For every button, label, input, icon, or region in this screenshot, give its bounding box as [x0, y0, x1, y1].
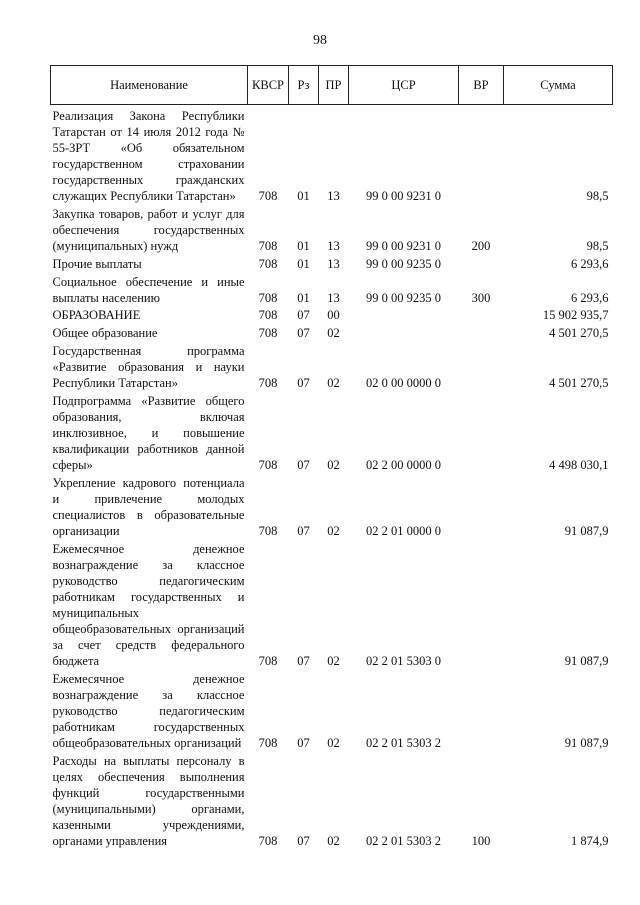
cell-name: Расходы на выплаты персоналу в целях обеспечения выполнения функций государственными (муниципальными) органами, казенными учреждениями, органами управления	[52, 754, 245, 848]
table-row	[51, 306, 613, 323]
cell-vr	[459, 323, 504, 341]
table-row	[51, 341, 613, 391]
cell-csr: 02 2 01 5303 2	[366, 736, 441, 750]
cell-csr: 99 0 00 9231 0	[366, 189, 441, 203]
cell-rz: 01	[297, 291, 310, 305]
cell-csr: 02 0 00 0000 0	[366, 376, 441, 390]
table-row	[51, 473, 613, 539]
cell-kvsr: 708	[258, 834, 278, 848]
cell-csr: 02 2 01 0000 0	[366, 524, 441, 538]
cell-kvsr: 708	[258, 239, 278, 253]
cell-vr	[459, 473, 504, 539]
cell-pr: 00	[327, 308, 340, 322]
cell-vr	[459, 105, 504, 205]
table-body	[51, 105, 613, 850]
cell-vr: 200	[471, 239, 491, 253]
header-name: Наименование	[51, 66, 248, 105]
cell-sum: 4 501 270,5	[549, 376, 609, 390]
header-kvsr: КВСР	[248, 66, 289, 105]
cell-rz: 07	[297, 834, 310, 848]
cell-vr	[459, 391, 504, 473]
cell-kvsr: 708	[258, 524, 278, 538]
header-vr: ВР	[459, 66, 504, 105]
cell-name: Ежемесячное денежное вознаграждение за классное руководство педагогическим работникам государственных общеобразовательных организаций	[52, 672, 245, 750]
cell-rz: 07	[297, 308, 310, 322]
cell-name: Подпрограмма «Развитие общего образования, включая инклюзивное, и повышение квалификации работников данной сферы»	[52, 394, 245, 472]
header-sum: Сумма	[504, 66, 613, 105]
table-row	[51, 391, 613, 473]
cell-vr	[459, 669, 504, 751]
cell-csr	[349, 323, 459, 341]
cell-csr: 02 2 01 5303 0	[366, 654, 441, 668]
cell-kvsr: 708	[258, 291, 278, 305]
header-rz: Рз	[289, 66, 319, 105]
cell-csr	[349, 306, 459, 323]
cell-sum: 6 293,6	[571, 291, 609, 305]
cell-pr: 02	[327, 458, 340, 472]
cell-vr: 100	[471, 834, 491, 848]
cell-rz: 07	[297, 736, 310, 750]
cell-pr: 13	[327, 257, 340, 271]
cell-csr: 99 0 00 9235 0	[366, 257, 441, 271]
cell-kvsr: 708	[258, 458, 278, 472]
cell-vr	[459, 539, 504, 669]
cell-rz: 07	[297, 376, 310, 390]
cell-sum: 91 087,9	[564, 736, 609, 750]
cell-kvsr: 708	[258, 376, 278, 390]
table-row	[51, 204, 613, 254]
table-row	[51, 323, 613, 341]
cell-kvsr: 708	[258, 189, 278, 203]
cell-pr: 13	[327, 189, 340, 203]
cell-rz: 07	[297, 458, 310, 472]
header-csr: ЦСР	[349, 66, 459, 105]
cell-name: ОБРАЗОВАНИЕ	[52, 308, 141, 322]
cell-sum: 4 501 270,5	[549, 326, 609, 340]
table-row	[51, 539, 613, 669]
cell-sum: 98,5	[586, 189, 609, 203]
cell-vr: 300	[471, 291, 491, 305]
cell-csr: 99 0 00 9231 0	[366, 239, 441, 253]
cell-vr	[459, 254, 504, 272]
page-number: 98	[313, 33, 327, 48]
cell-pr: 02	[327, 376, 340, 390]
cell-name: Социальное обеспечение и иные выплаты населению	[52, 275, 245, 305]
cell-kvsr: 708	[258, 257, 278, 271]
cell-rz: 07	[297, 326, 310, 340]
cell-name: Реализация Закона Республики Татарстан от 14 июля 2012 года № 55-ЗРТ «Об обязательном государственном страховании государственных гражданских служащих Республики Татарстан»	[52, 109, 245, 203]
cell-rz: 07	[297, 654, 310, 668]
cell-csr: 99 0 00 9235 0	[366, 291, 441, 305]
cell-csr: 02 2 01 5303 2	[366, 834, 441, 848]
table-row	[51, 254, 613, 272]
table-row	[51, 272, 613, 306]
cell-pr: 02	[327, 654, 340, 668]
cell-sum: 6 293,6	[571, 257, 609, 271]
cell-sum: 98,5	[586, 239, 609, 253]
cell-csr: 02 2 00 0000 0	[366, 458, 441, 472]
table-header-row	[51, 66, 613, 105]
cell-name: Укрепление кадрового потенциала и привлечение молодых специалистов в образовательные организации	[52, 476, 245, 538]
cell-kvsr: 708	[258, 326, 278, 340]
cell-name: Закупка товаров, работ и услуг для обеспечения государственных (муниципальных) нужд	[52, 207, 245, 253]
cell-kvsr: 708	[258, 654, 278, 668]
cell-vr	[459, 306, 504, 323]
cell-kvsr: 708	[258, 736, 278, 750]
cell-name: Ежемесячное денежное вознаграждение за классное руководство педагогическим работникам государственных и муниципальных общеобразовательных организаций за счет средств федерального бюджета	[52, 542, 245, 668]
cell-rz: 01	[297, 189, 310, 203]
cell-name: Общее образование	[52, 326, 158, 340]
cell-name: Государственная программа «Развитие образования и науки Республики Татарстан»	[52, 344, 245, 390]
cell-rz: 01	[297, 239, 310, 253]
cell-name: Прочие выплаты	[52, 257, 142, 271]
cell-sum: 91 087,9	[564, 524, 609, 538]
table-row	[51, 751, 613, 849]
budget-table	[50, 65, 613, 849]
cell-pr: 02	[327, 326, 340, 340]
cell-pr: 02	[327, 834, 340, 848]
table-row	[51, 105, 613, 205]
cell-rz: 01	[297, 257, 310, 271]
cell-pr: 13	[327, 291, 340, 305]
cell-sum: 4 498 030,1	[549, 458, 609, 472]
cell-sum: 15 902 935,7	[542, 308, 609, 322]
cell-sum: 91 087,9	[564, 654, 609, 668]
cell-vr	[459, 341, 504, 391]
cell-pr: 13	[327, 239, 340, 253]
table-row	[51, 669, 613, 751]
header-pr: ПР	[319, 66, 349, 105]
cell-kvsr: 708	[258, 308, 278, 322]
cell-pr: 02	[327, 524, 340, 538]
cell-pr: 02	[327, 736, 340, 750]
cell-rz: 07	[297, 524, 310, 538]
cell-sum: 1 874,9	[571, 834, 609, 848]
